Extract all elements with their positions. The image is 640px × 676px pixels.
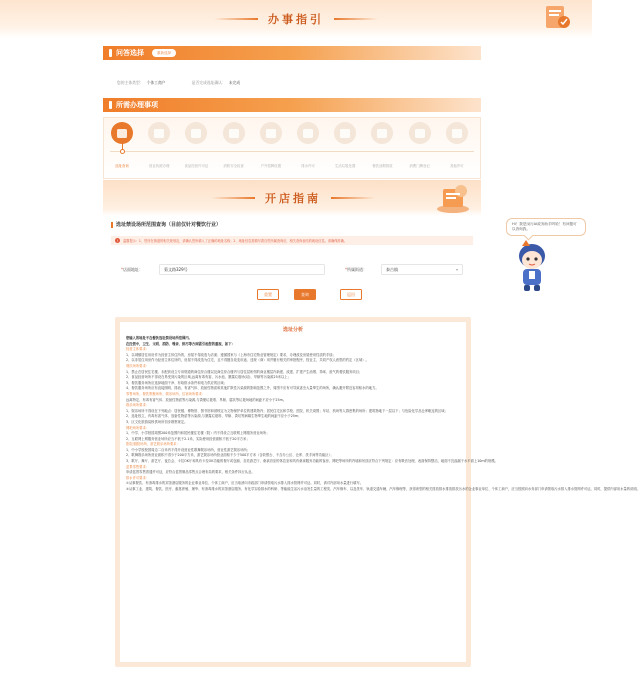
step-item[interactable] bbox=[441, 122, 473, 169]
qa-answers bbox=[103, 74, 481, 92]
document-illustration-icon bbox=[540, 2, 574, 32]
analysis-line: 3、区文化旅游局核供场所初步勘察规定。 bbox=[126, 419, 188, 424]
analysis-heading: 娱乐场所要求： bbox=[126, 403, 150, 408]
food-permit-icon bbox=[185, 122, 207, 144]
step-item[interactable] bbox=[255, 122, 287, 169]
search-button[interactable]: 查询 bbox=[294, 289, 316, 300]
title-deco-right bbox=[331, 197, 375, 199]
section-bar bbox=[109, 101, 112, 109]
analysis-heading: 影院/剧院场所、游艺娱乐场所要求： bbox=[126, 442, 180, 447]
step-label: 户外招牌设置 bbox=[260, 164, 281, 168]
guide-title: 开店指南 bbox=[265, 192, 321, 205]
analysis-heading: 餐饮场所要求： bbox=[126, 363, 150, 368]
analysis-line: 2、以非居住用房作为经营主体住所的，房屋不得改造为住宅，且不得擅自改变用途、违规（商）用并履行相关的审批程序，按业主、共同产权人意思的约定（区域）。 bbox=[126, 358, 369, 363]
license-icon bbox=[148, 122, 170, 144]
guide-banner bbox=[103, 180, 481, 216]
steps-section-title: 所需办理事项 bbox=[116, 101, 158, 109]
address-input[interactable] bbox=[159, 264, 325, 275]
steps-section-header bbox=[103, 98, 481, 112]
analysis-line: 2、选址校立，有毒有害气体、放射性物质等污染源,与暴露垃圾堆、旱厕、粪坑等病媒生物孳生地的间距不应小于25m； bbox=[126, 414, 302, 419]
step-label: 排水许可 bbox=[301, 164, 315, 168]
guide-title-wrap bbox=[193, 189, 393, 207]
analysis-line: 3、餐饮服务场所应选择地面干净、有给排水条件和电力供应的区域； bbox=[126, 380, 228, 385]
street-select-value: 泰古镇 bbox=[386, 266, 398, 272]
more-icon bbox=[446, 122, 468, 144]
analysis-panel bbox=[115, 317, 640, 667]
analysis-heading: 盆景零售要求： bbox=[126, 464, 150, 469]
analysis-line: 申请盆景零售普通许可证，应符合盆景制品零售点合理布局的要求，相关条件执行从业。 bbox=[126, 470, 255, 475]
analysis-line: 1、娱乐场所不得设在下列地点：居民楼、博物馆、图书馆和被核定为文物保护单位的建筑物内；居民住宅区和学校、医院、机关周围；车站、机场等人群密集的场所；建筑物地下一层以下；与危险化学品仓库毗连的区域； bbox=[126, 408, 448, 413]
step-item[interactable] bbox=[218, 122, 250, 169]
address-label: *店面地址： bbox=[121, 267, 143, 272]
step-label: 选址查询 bbox=[115, 164, 129, 168]
doorplate-icon bbox=[409, 122, 431, 144]
step-item[interactable] bbox=[404, 122, 436, 169]
signboard-icon bbox=[260, 122, 282, 144]
analysis-heading: 网吧场所要求： bbox=[126, 425, 150, 430]
step-item[interactable] bbox=[292, 122, 324, 169]
step-label: 生活垃圾处置 bbox=[335, 164, 356, 168]
analysis-line: ②从事工业、建筑、餐饮、医疗、畜禽养殖、屠宰、有消毒排水的宾馆酒店服务、有化学实验排水的科研、等能能生活污水治发生量的工程类、汽车修车、以及洗车、轨道交通车辆、汽车修理等，获得该型的相关排放排水排放排放污水的企业事业单位、个体工商户，应当按照向水务部门申请领取污水排入排水管网许可证。同时，提供内部用水量的说明。 bbox=[126, 487, 640, 492]
analysis-heading: 排水许可要求： bbox=[126, 475, 150, 480]
qa-section-title: 问答选择 bbox=[116, 49, 144, 57]
query-panel bbox=[103, 217, 481, 313]
back-button[interactable]: 返回 bbox=[340, 289, 362, 300]
title-deco-right bbox=[334, 18, 378, 20]
analysis-heading: 零售场所、餐饮集聚场所、娱乐场所、住宿场所要求： bbox=[126, 391, 206, 396]
title-deco-left bbox=[214, 18, 258, 20]
analysis-line: 2、食品经营场所不得设在易受到污染的区域,远离有毒有害、污水池、暴露垃圾场(站)、旱厕等污染源25米以上； bbox=[126, 375, 291, 380]
banner-title-wrap bbox=[178, 10, 414, 28]
reselect-button[interactable]: 重新选择 bbox=[152, 49, 176, 57]
analysis-line: 1、中学、小学校园周围200米范围内和居民楼住宅楼（院）内不得设立互联网上网服务营业场所； bbox=[126, 431, 270, 436]
step-label: 其他许可 bbox=[450, 164, 464, 168]
step-item[interactable] bbox=[180, 122, 212, 169]
smoke-icon bbox=[371, 122, 393, 144]
title-deco-left bbox=[211, 197, 255, 199]
analysis-line: 3、歌厅、舞厅、游艺厅、夜总会、卡拉OK厅和具有卡拉OK功能的餐厅或包厢、各类游艺厅、桑拿浴室的休息室和具有桑拿服务功能的客房、网吧等场所的内墙和吊顶应符合下列规定：应有吸音处理，表面保持整洁，地面不宜渗漏于水平面上10m的规模。 bbox=[126, 459, 498, 464]
analysis-line: 1、禁止在居民住宅楼、未配套设立专用烟道的商住综合楼以及商住综合楼内与居住层相邻的商业楼层内新建、改建、扩建产生油烟、异味、废气的餐饮服务项目； bbox=[126, 369, 363, 374]
step-label: 餐饮油烟排放 bbox=[372, 164, 393, 168]
analysis-line: ①从事餐饮、有消毒排水的宾馆酒店服务的企业事业单位、个体工商户，应当取消向市政部门申请领取污水排入排水管网许可证。同时，请对内部用水量进行填写。 bbox=[126, 481, 364, 486]
analysis-title: 选址分析 bbox=[282, 327, 303, 333]
query-title-wrap bbox=[111, 221, 221, 228]
street-select[interactable] bbox=[381, 264, 463, 275]
qa-item: 您的主体类型： 个体工商户 bbox=[117, 80, 166, 85]
fire-safety-icon bbox=[223, 122, 245, 144]
store-icon bbox=[111, 122, 133, 144]
title-bar bbox=[111, 222, 113, 228]
analysis-line: 1、以城镇居住用房作为经营主体住所的，房屋不得改造为店面；遵循国家与《上海市住宅物业管理规定》要求，办理改变房屋使用性质的手续； bbox=[126, 352, 336, 357]
page-title: 办事指引 bbox=[268, 13, 324, 26]
chevron-down-icon: ▾ bbox=[455, 267, 458, 272]
analysis-line: 1、中小学校校园周边二百米内不得开设营业性歌舞娱乐场所，营业性游艺娱乐场所； bbox=[126, 447, 251, 452]
step-label: 食品经营许可证 bbox=[184, 164, 209, 168]
step-item[interactable] bbox=[143, 122, 175, 169]
step-label: 营业执照办理 bbox=[149, 164, 170, 168]
notice-banner bbox=[111, 236, 473, 245]
analysis-line: 2、歌舞娱乐场所营业面积不得少于200平方米，游艺娱乐场所营业面积不少于500平方米（含收银台、不含办公区、仓库、洗手间等功能区）； bbox=[126, 453, 334, 458]
qa-section-header bbox=[103, 46, 481, 60]
step-item[interactable] bbox=[366, 122, 398, 169]
step-item[interactable] bbox=[106, 122, 138, 169]
section-bar bbox=[109, 49, 112, 57]
analysis-heading: 经营主体要求： bbox=[126, 347, 150, 352]
step-label: 消费门牌登记 bbox=[409, 164, 430, 168]
analysis-line: 4、餐饮服务场所应有直接照明、排油、有害气体、放射性物质和其他扩散性污染源的影响范围之外，周围不应有可导致害虫大量孳生的场所，确认避开附近容易积水的地方。 bbox=[126, 386, 379, 391]
notice-text: 温馨提示：1、您所在街道的相关规划及，请确认您所填入了正确的地址名称；2、地址信息需填写着自您所属查询后，相关查询表结的地址信息。请确保准确。 bbox=[123, 239, 347, 243]
analysis-line: 您输入的地址不在餐饮选址禁设场所范围内。 bbox=[126, 336, 192, 340]
street-label: *所属街道： bbox=[345, 267, 367, 272]
qa-item: 是否完成选址确认： 未完成 bbox=[191, 80, 241, 85]
query-title: 选址禁设场所范围查询（目前仅针对餐饮行业） bbox=[116, 222, 222, 228]
drainage-icon bbox=[297, 122, 319, 144]
step-label: 消防安全检查 bbox=[223, 164, 244, 168]
reset-button[interactable]: 重置 bbox=[257, 289, 279, 300]
garbage-icon bbox=[334, 122, 356, 144]
assistant-mascot-icon[interactable] bbox=[510, 240, 554, 294]
step-item[interactable] bbox=[329, 122, 361, 169]
analysis-line: 远离特定、有毒有害气体、放射性物质等污染源,与粪便垃圾堆、旱厕、腐坑等垃圾场地的间距不应小于25m。 bbox=[126, 397, 287, 402]
coin-illustration-icon bbox=[433, 181, 473, 215]
top-banner bbox=[0, 0, 592, 38]
analysis-line: 在经营中，卫生、文明、消防、噪音、排污等方面需引起您的重视，如下： bbox=[126, 341, 235, 346]
analysis-line: 2、互联网上网服务营业场所应当不低于2.1米，实际使用经营面积不低于20平方米； bbox=[126, 436, 250, 441]
warning-icon: ! bbox=[116, 238, 119, 243]
assistant-bubble[interactable]: Hi！我是闵行AI政务助手吗哈！有问题可以咨询我。 bbox=[506, 218, 586, 236]
steps-box bbox=[103, 117, 481, 179]
